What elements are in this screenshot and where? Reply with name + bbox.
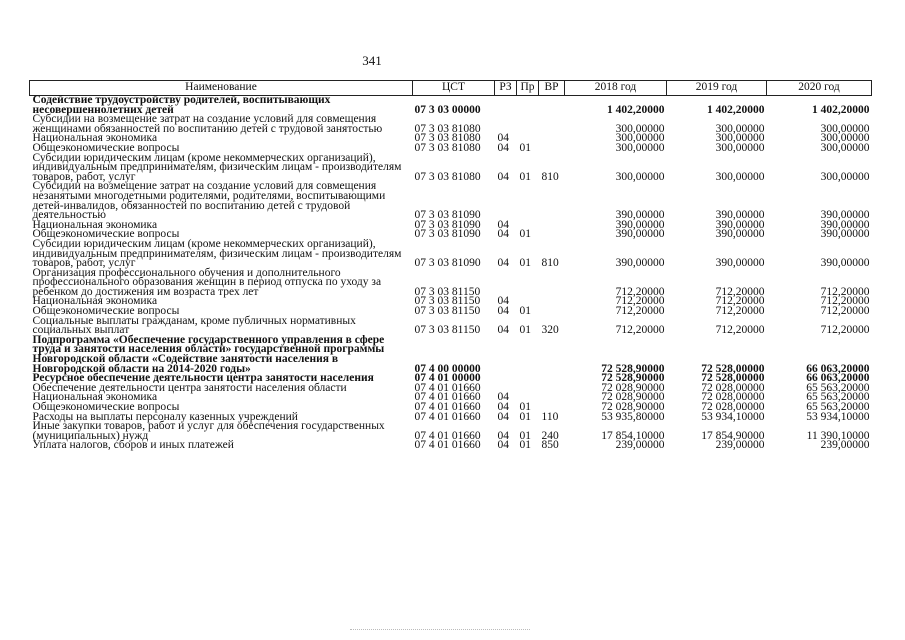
- cell-y2018: 300,00000: [615, 132, 665, 145]
- cell-y2020: 300,00000: [820, 170, 870, 183]
- cell-vr: [539, 393, 565, 403]
- cell-name: Содействие трудоустройству родителей, воспитывающих несовершеннолетних детей: [32, 94, 331, 116]
- cell-y2018: 239,00000: [615, 439, 665, 452]
- cell-y2019: 72 528,00000: [701, 362, 765, 375]
- cell-vr: [539, 115, 565, 134]
- cell-y2020: 300,00000: [820, 122, 870, 135]
- cell-pr: 01: [519, 401, 531, 413]
- cell-y2019: 239,00000: [715, 439, 765, 452]
- cell-name: Национальная экономика: [32, 132, 158, 145]
- cell-vr: 850: [541, 439, 559, 452]
- cell-cst: 07 3 03 81150: [414, 295, 481, 308]
- cell-rz: 04: [497, 295, 509, 308]
- cell-name: Расходы на выплаты персоналу казенных учреждений: [32, 410, 298, 423]
- cell-name: Иные закупки товаров, работ и услуг для обеспечения государственных (муниципальных) нужд: [32, 420, 385, 442]
- cell-y2020: 11 390,10000: [806, 429, 870, 442]
- cell-vr: 240: [541, 429, 559, 442]
- cell-rz: [495, 96, 517, 116]
- header-2020: 2020 год: [767, 81, 872, 96]
- cell-cst: 07 3 03 81080: [414, 170, 481, 183]
- cell-rz: [495, 269, 517, 298]
- cell-name: Общеэкономические вопросы: [32, 305, 180, 318]
- cell-vr: [539, 384, 565, 394]
- cell-y2018: 53 935,80000: [601, 410, 665, 423]
- cell-name: Национальная экономика: [32, 295, 158, 308]
- cell-y2019: 72 028,00000: [701, 391, 765, 404]
- table-row: [30, 182, 872, 220]
- cell-vr: 810: [541, 170, 559, 183]
- cell-y2020: 300,00000: [820, 141, 870, 154]
- cell-pr: [517, 336, 539, 374]
- cell-rz: 04: [497, 228, 509, 241]
- cell-y2020: 712,20000: [820, 285, 870, 298]
- header-2018: 2018 год: [565, 81, 667, 96]
- cell-y2018: 72 528,90000: [601, 362, 665, 375]
- cell-y2019: 390,00000: [715, 209, 765, 222]
- cell-y2019: 390,00000: [715, 257, 765, 270]
- header-name: Наименование: [30, 81, 413, 96]
- header-cst: ЦСТ: [413, 81, 495, 96]
- table-row: [30, 336, 872, 374]
- cell-y2018: 390,00000: [615, 228, 665, 241]
- cell-vr: [539, 182, 565, 220]
- cell-y2018: 17 854,10000: [601, 429, 665, 442]
- header-pr: Пр: [517, 81, 539, 96]
- cell-y2020: 390,00000: [820, 209, 870, 222]
- cell-name: Субсидии на возмещение затрат на создание условий для совмещения женщинами обязанностей по воспитанию детей с трудовой занятостью: [32, 113, 383, 135]
- cell-y2018: 72 528,90000: [601, 372, 665, 385]
- cell-vr: 320: [541, 324, 559, 337]
- cell-cst: 07 3 03 81150: [414, 305, 481, 318]
- cell-y2020: 390,00000: [820, 218, 870, 231]
- cell-pr: 01: [519, 141, 531, 154]
- cell-y2020: 712,20000: [820, 305, 870, 318]
- cell-y2019: 712,20000: [715, 324, 765, 337]
- table-row: [30, 441, 872, 451]
- cell-cst: 07 4 01 00000: [414, 372, 481, 385]
- cell-rz: 04: [497, 218, 509, 231]
- cell-cst: 07 4 01 01660: [414, 439, 481, 452]
- cell-cst: 07 4 01 01660: [414, 401, 481, 413]
- cell-y2018: 72 028,90000: [601, 401, 665, 413]
- header-2019: 2019 год: [667, 81, 767, 96]
- cell-y2020: 390,00000: [820, 257, 870, 270]
- cell-y2018: 390,00000: [615, 218, 665, 231]
- cell-name: Общеэкономические вопросы: [32, 141, 180, 154]
- cell-y2018: 300,00000: [615, 170, 665, 183]
- cell-rz: 04: [497, 439, 509, 452]
- cell-rz: [495, 336, 517, 374]
- cell-y2020: 66 063,20000: [806, 372, 870, 385]
- cell-rz: 04: [497, 141, 509, 154]
- cell-vr: [539, 307, 565, 317]
- table-body: [30, 96, 872, 451]
- cell-name: Организация профессионального обучения и дополнительного профессионального образования женщин в период отпуска по уходу за ребенком до достижения им возраста трех лет: [32, 266, 382, 298]
- header-vr: ВР: [539, 81, 565, 96]
- cell-vr: [539, 134, 565, 144]
- cell-rz: [495, 374, 517, 384]
- cell-pr: 01: [519, 324, 531, 337]
- cell-pr: 01: [519, 257, 531, 270]
- cell-vr: [539, 144, 565, 154]
- budget-table: [29, 80, 872, 451]
- cell-y2019: 53 934,10000: [701, 410, 765, 423]
- cell-name: Уплата налогов, сборов и иных платежей: [32, 439, 234, 452]
- cell-y2018: 712,20000: [615, 324, 665, 337]
- cell-cst: 07 4 01 01660: [414, 429, 481, 442]
- cell-y2018: 390,00000: [615, 209, 665, 222]
- cell-vr: 810: [541, 257, 559, 270]
- cell-y2020: 66 063,20000: [806, 362, 870, 375]
- cell-cst: 07 3 03 81080: [414, 122, 481, 135]
- cell-name: Национальная экономика: [32, 391, 158, 404]
- cell-pr: [517, 374, 539, 384]
- cell-vr: [539, 96, 565, 116]
- cell-pr: 01: [519, 228, 531, 241]
- cell-cst: 07 3 03 81080: [414, 132, 481, 145]
- cell-pr: [517, 384, 539, 394]
- table-row: [30, 317, 872, 336]
- cell-y2018: 1 402,20000: [607, 103, 665, 116]
- cell-cst: 07 3 03 81090: [414, 218, 481, 231]
- cell-y2019: 17 854,90000: [701, 429, 765, 442]
- cell-pr: 01: [519, 305, 531, 318]
- cell-y2019: 1 402,20000: [707, 103, 765, 116]
- cell-y2020: 1 402,20000: [812, 103, 870, 116]
- cell-y2019: 72 528,00000: [701, 372, 765, 385]
- cell-rz: 04: [497, 132, 509, 145]
- cell-name: Национальная экономика: [32, 218, 158, 231]
- cell-y2018: 712,20000: [615, 305, 665, 318]
- cell-y2019: 72 028,00000: [701, 401, 765, 413]
- cell-y2018: 300,00000: [615, 141, 665, 154]
- cell-y2020: 712,20000: [820, 324, 870, 337]
- cell-cst: 07 3 03 81150: [414, 324, 481, 337]
- cell-name: Субсидии на возмещение затрат на создание условий для совмещения незанятыми многодетными родителями, родителями, воспитывающими детей-инвалидов, обязанностей по воспитанию детей с трудовой деятельностью: [32, 180, 386, 222]
- cell-y2019: 300,00000: [715, 132, 765, 145]
- cell-name: Общеэкономические вопросы: [32, 228, 180, 241]
- cell-name: Социальные выплаты гражданам, кроме публичных нормативных социальных выплат: [32, 314, 356, 337]
- cell-y2018: 712,20000: [615, 285, 665, 298]
- cell-cst: 07 4 01 01660: [414, 391, 481, 404]
- cell-y2018: 712,20000: [615, 295, 665, 308]
- cell-y2020: 712,20000: [820, 295, 870, 308]
- cell-y2018: 72 028,90000: [601, 391, 665, 404]
- cell-vr: [539, 336, 565, 374]
- cell-y2019: 300,00000: [715, 170, 765, 183]
- cell-rz: 04: [497, 391, 509, 404]
- cell-name: Обеспечение деятельности центра занятости населения области: [32, 381, 347, 394]
- cell-pr: 01: [519, 439, 531, 452]
- cell-rz: [495, 182, 517, 220]
- cell-y2020: 53 934,10000: [806, 410, 870, 423]
- cell-cst: 07 3 03 81150: [414, 285, 481, 298]
- cell-name: Субсидии юридическим лицам (кроме некоммерческих организаций), индивидуальным предпринимателям, физическим лицам - производителям товаров, работ, услуг: [32, 237, 402, 270]
- cell-y2020: 390,00000: [820, 228, 870, 241]
- cell-y2019: 390,00000: [715, 228, 765, 241]
- cell-name: Ресурсное обеспечение деятельности центра занятости населения: [32, 372, 374, 385]
- cell-y2018: 300,00000: [615, 122, 665, 135]
- cell-pr: [517, 182, 539, 220]
- cell-cst: 07 3 03 00000: [414, 103, 481, 116]
- cell-vr: [539, 297, 565, 307]
- cell-y2018: 72 028,90000: [601, 381, 665, 394]
- cell-name: Подпрограмма «Обеспечение государственного управления в сфере труда и занятости населения области» государственной программы Новгородской области «Содействие занятости населения в Новгородской области на 2014-2020 годы»: [32, 333, 385, 375]
- cell-name: Общеэкономические вопросы: [32, 401, 180, 413]
- cell-y2020: 239,00000: [820, 439, 870, 452]
- cell-name: Субсидии юридическим лицам (кроме некоммерческих организаций), индивидуальным предпринимателям, физическим лицам - производителям товаров, работ, услуг: [32, 151, 402, 183]
- cell-pr: 01: [519, 429, 531, 442]
- cell-cst: 07 4 01 01660: [414, 381, 481, 394]
- cell-y2020: 65 563,20000: [806, 401, 870, 413]
- cell-vr: [539, 221, 565, 231]
- cell-cst: 07 3 03 81090: [414, 257, 481, 270]
- cell-cst: 07 3 03 81090: [414, 228, 481, 241]
- cell-pr: [517, 115, 539, 134]
- cell-vr: [539, 374, 565, 384]
- table-row: [30, 154, 872, 183]
- header-rz: РЗ: [495, 81, 517, 96]
- cell-y2020: 65 563,20000: [806, 381, 870, 394]
- cell-cst: 07 3 03 81090: [414, 209, 481, 222]
- cell-pr: [517, 269, 539, 298]
- cell-y2019: 300,00000: [715, 141, 765, 154]
- cell-cst: 07 4 00 00000: [414, 362, 481, 375]
- cell-y2018: 390,00000: [615, 257, 665, 270]
- cell-pr: [517, 96, 539, 116]
- cell-y2019: 712,20000: [715, 295, 765, 308]
- cell-y2019: 712,20000: [715, 285, 765, 298]
- cell-rz: 04: [497, 257, 509, 270]
- cell-y2019: 390,00000: [715, 218, 765, 231]
- cell-rz: 04: [497, 401, 509, 413]
- cell-vr: [539, 269, 565, 298]
- cell-rz: 04: [497, 410, 509, 423]
- cell-pr: 01: [519, 410, 531, 423]
- cell-y2019: 712,20000: [715, 305, 765, 318]
- table-row: [30, 240, 872, 269]
- cell-vr: [539, 230, 565, 240]
- cell-rz: 04: [497, 429, 509, 442]
- table-row: [30, 269, 872, 298]
- cell-rz: 04: [497, 305, 509, 318]
- cell-rz: 04: [497, 324, 509, 337]
- cell-y2020: 65 563,20000: [806, 391, 870, 404]
- cell-y2019: 300,00000: [715, 122, 765, 135]
- cell-y2020: 300,00000: [820, 132, 870, 145]
- cell-pr: 01: [519, 170, 531, 183]
- page-number: 341: [362, 53, 382, 68]
- cell-vr: 110: [541, 410, 559, 423]
- cell-rz: 04: [497, 170, 509, 183]
- cell-cst: 07 4 01 01660: [414, 410, 481, 423]
- footer-scan-marks: [350, 629, 530, 633]
- cell-cst: 07 3 03 81080: [414, 141, 481, 154]
- cell-y2019: 72 028,00000: [701, 381, 765, 394]
